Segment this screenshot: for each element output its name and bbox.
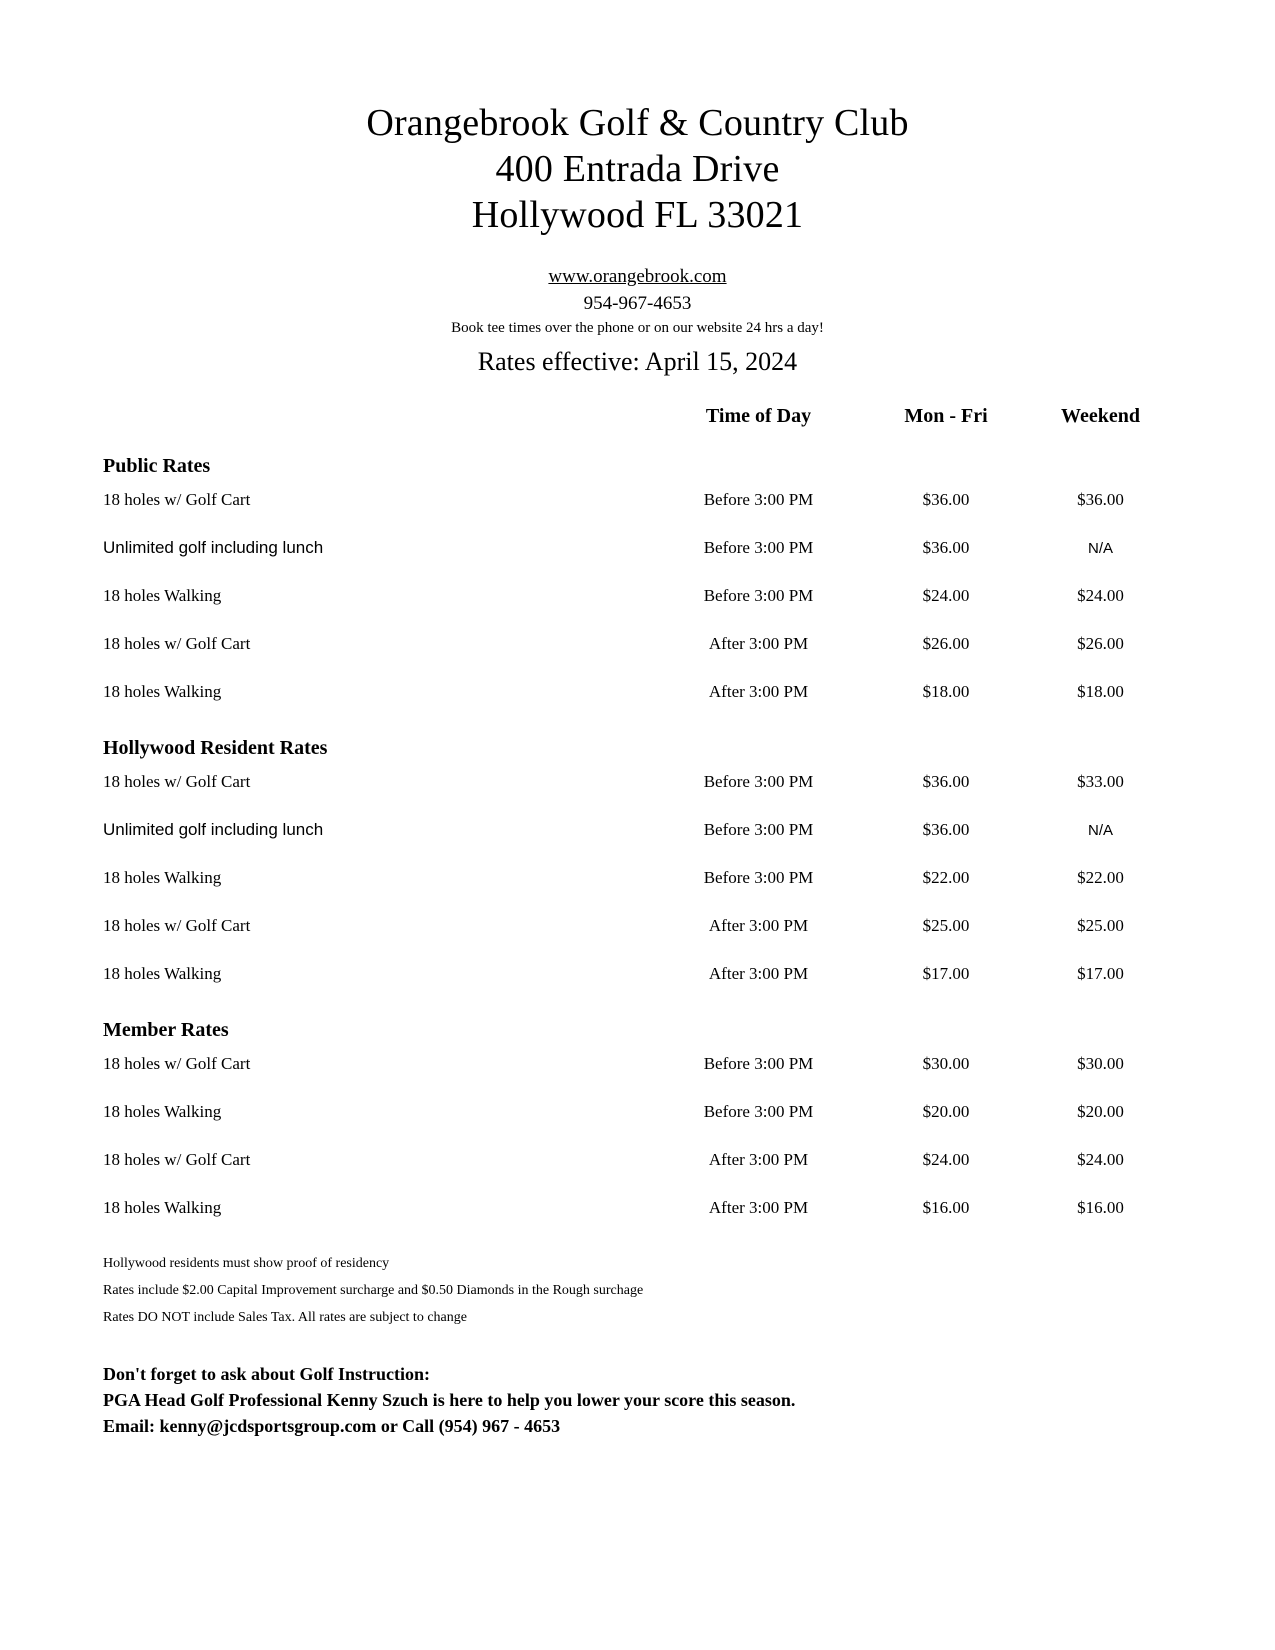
document-header: [0, 0, 1275, 379]
rate-mon-fri-cell: $36.00: [922, 820, 970, 839]
rate-description-cell: 18 holes w/ Golf Cart: [103, 1150, 251, 1169]
footnote-line: Hollywood residents must show proof of residency: [103, 1256, 390, 1271]
rates-table: [103, 405, 1175, 1246]
rates-section-title: Member Rates: [103, 1019, 229, 1041]
rate-mon-fri-cell: $30.00: [922, 1054, 970, 1073]
rate-time-cell: Before 3:00 PM: [703, 538, 814, 557]
rate-weekend-cell: $26.00: [1077, 634, 1124, 653]
rate-time-cell: After 3:00 PM: [708, 1150, 809, 1169]
table-row: [103, 820, 1175, 868]
table-row: [103, 772, 1175, 820]
column-header-mon-fri: Mon - Fri: [904, 405, 988, 427]
table-row: [103, 868, 1175, 916]
rate-time-cell: Before 3:00 PM: [703, 490, 814, 509]
phone-number: 954-967-4653: [583, 293, 692, 314]
rate-weekend-cell: N/A: [1087, 540, 1113, 557]
rate-mon-fri-cell: $22.00: [922, 868, 970, 887]
table-row: [103, 964, 1175, 1012]
rate-description-cell: 18 holes Walking: [103, 964, 222, 983]
rate-mon-fri-cell: $24.00: [922, 1150, 970, 1169]
rate-weekend-cell: $17.00: [1077, 964, 1124, 983]
rate-weekend-cell: N/A: [1087, 822, 1113, 839]
rates-section-title-cell: [103, 448, 1175, 490]
table-row: [103, 916, 1175, 964]
rate-mon-fri-cell: $26.00: [922, 634, 970, 653]
rate-time-cell: Before 3:00 PM: [703, 868, 814, 887]
rate-time-cell: Before 3:00 PM: [703, 772, 814, 791]
rate-weekend-cell: $36.00: [1077, 490, 1124, 509]
column-header-description: [103, 405, 651, 448]
footnotes-block: [0, 1246, 1275, 1331]
rate-mon-fri-cell: $17.00: [922, 964, 970, 983]
club-city-state-zip: Hollywood FL 33021: [471, 194, 804, 236]
rate-description-cell: 18 holes Walking: [103, 586, 222, 605]
rate-time-cell: After 3:00 PM: [708, 916, 809, 935]
column-header-time-of-day: Time of Day: [705, 405, 812, 427]
rate-description-cell: 18 holes w/ Golf Cart: [103, 490, 251, 509]
rate-mon-fri-cell: $36.00: [922, 538, 970, 557]
rate-weekend-cell: $33.00: [1077, 772, 1124, 791]
instruction-line: Email: kenny@jcdsportsgroup.com or Call (954) 967 - 4653: [103, 1416, 561, 1436]
rate-weekend-cell: $24.00: [1077, 1150, 1124, 1169]
rates-section-title-cell: [103, 1012, 1175, 1054]
table-row: [103, 1054, 1175, 1102]
table-row: [103, 586, 1175, 634]
rates-section-header-row: [103, 730, 1175, 772]
rate-description-cell: 18 holes Walking: [103, 868, 222, 887]
rate-mon-fri-cell: $36.00: [922, 490, 970, 509]
rate-time-cell: Before 3:00 PM: [703, 586, 814, 605]
rate-time-cell: After 3:00 PM: [708, 634, 809, 653]
rate-weekend-cell: $25.00: [1077, 916, 1124, 935]
column-header-weekend: Weekend: [1061, 405, 1140, 427]
rate-description-cell: 18 holes w/ Golf Cart: [103, 772, 251, 791]
rate-time-cell: After 3:00 PM: [708, 964, 809, 983]
rate-mon-fri-cell: $18.00: [922, 682, 970, 701]
rate-time-cell: After 3:00 PM: [708, 682, 809, 701]
table-row: [103, 682, 1175, 730]
footnote-line: Rates DO NOT include Sales Tax. All rates are subject to change: [103, 1310, 467, 1325]
rates-section-title-cell: [103, 730, 1175, 772]
rates-section-title: Hollywood Resident Rates: [103, 737, 328, 759]
rate-mon-fri-cell: $36.00: [922, 772, 970, 791]
rate-description-cell: Unlimited golf including lunch: [103, 820, 324, 839]
rate-weekend-cell: $20.00: [1077, 1102, 1124, 1121]
instruction-line: Don't forget to ask about Golf Instruction:: [103, 1364, 430, 1384]
rate-time-cell: Before 3:00 PM: [703, 1054, 814, 1073]
rate-weekend-cell: $24.00: [1077, 586, 1124, 605]
rate-weekend-cell: $22.00: [1077, 868, 1124, 887]
rates-table-container: [0, 405, 1275, 1246]
booking-note: Book tee times over the phone or on our website 24 hrs a day!: [451, 320, 824, 336]
table-row: [103, 490, 1175, 538]
table-header-row: [103, 405, 1175, 448]
rate-mon-fri-cell: $16.00: [922, 1198, 970, 1217]
footnote-line: Rates include $2.00 Capital Improvement surcharge and $0.50 Diamonds in the Rough surchage: [103, 1283, 644, 1298]
rate-description-cell: 18 holes w/ Golf Cart: [103, 634, 251, 653]
rate-description-cell: 18 holes w/ Golf Cart: [103, 916, 251, 935]
rates-table-body: [103, 448, 1175, 1246]
rate-weekend-cell: $18.00: [1077, 682, 1124, 701]
rate-description-cell: 18 holes Walking: [103, 1198, 222, 1217]
golf-instruction-block: [0, 1331, 1275, 1439]
rate-time-cell: Before 3:00 PM: [703, 820, 814, 839]
table-row: [103, 538, 1175, 586]
rate-description-cell: 18 holes Walking: [103, 682, 222, 701]
rate-time-cell: Before 3:00 PM: [703, 1102, 814, 1121]
rate-mon-fri-cell: $24.00: [922, 586, 970, 605]
rates-table-header: [103, 405, 1175, 448]
rate-description-cell: 18 holes Walking: [103, 1102, 222, 1121]
club-street-address: 400 Entrada Drive: [495, 148, 780, 190]
rate-description-cell: 18 holes w/ Golf Cart: [103, 1054, 251, 1073]
rate-time-cell: After 3:00 PM: [708, 1198, 809, 1217]
instruction-line: PGA Head Golf Professional Kenny Szuch is here to help you lower your score this season.: [103, 1390, 796, 1410]
rate-mon-fri-cell: $20.00: [922, 1102, 970, 1121]
table-row: [103, 1102, 1175, 1150]
rate-weekend-cell: $16.00: [1077, 1198, 1124, 1217]
contact-block: [0, 264, 1275, 379]
website-link[interactable]: www.orangebrook.com: [548, 266, 727, 287]
rates-section-header-row: [103, 448, 1175, 490]
rates-section-header-row: [103, 1012, 1175, 1054]
table-row: [103, 634, 1175, 682]
rates-section-title: Public Rates: [103, 455, 211, 477]
table-row: [103, 1150, 1175, 1198]
rate-description-cell: Unlimited golf including lunch: [103, 538, 324, 557]
rates-effective-date: Rates effective: April 15, 2024: [477, 347, 798, 376]
rate-weekend-cell: $30.00: [1077, 1054, 1124, 1073]
rate-mon-fri-cell: $25.00: [922, 916, 970, 935]
table-row: [103, 1198, 1175, 1246]
club-name: Orangebrook Golf & Country Club: [366, 102, 909, 144]
